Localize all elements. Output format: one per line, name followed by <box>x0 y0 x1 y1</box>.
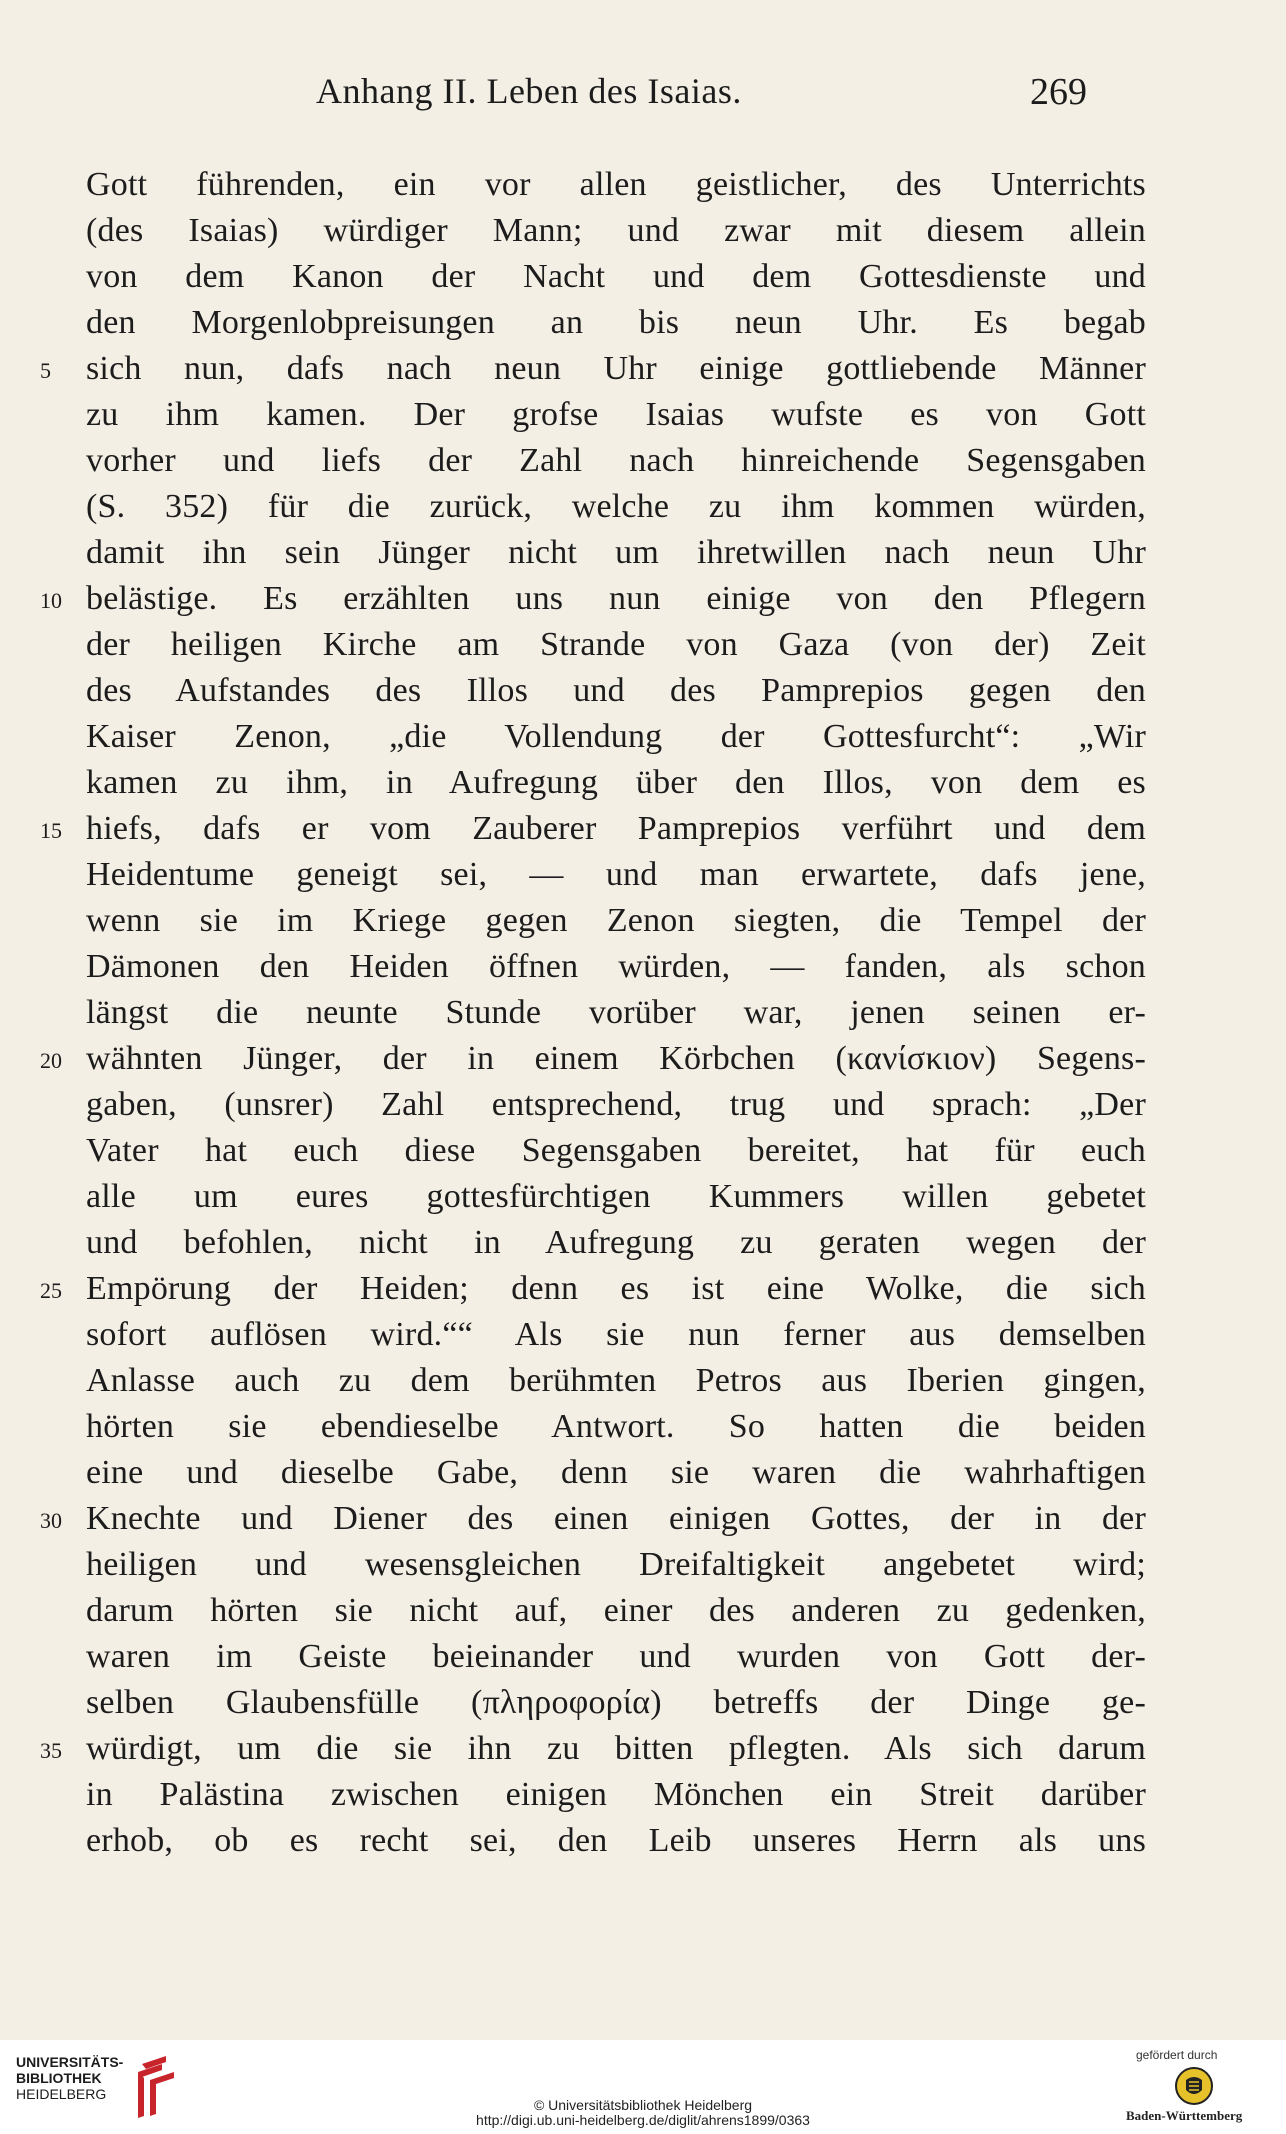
text-line <box>40 1266 1146 1312</box>
text-line <box>40 1036 1146 1082</box>
line-text: sofort auflösen wird.““ Als sie nun ferner aus demselben <box>86 1316 1146 1353</box>
copyright-text: © Universitätsbibliothek Heidelberg <box>533 2097 753 2113</box>
coat-of-arms-icon <box>1174 2066 1214 2106</box>
line-number: 5 <box>40 358 51 383</box>
line-text: Empörung der Heiden; denn es ist eine Wolke, die sich <box>86 1270 1146 1307</box>
line-number: 10 <box>40 588 62 613</box>
text-line <box>40 944 1146 990</box>
line-text: eine und dieselbe Gabe, denn sie waren die wahrhaftigen <box>86 1454 1146 1491</box>
line-text: Anlasse auch zu dem berühmten Petros aus Iberien gingen, <box>86 1362 1146 1399</box>
text-line <box>40 484 1146 530</box>
line-text: Kaiser Zenon, „die Vollendung der Gottesfurcht“: „Wir <box>86 718 1146 755</box>
text-line <box>40 1128 1146 1174</box>
text-line <box>40 208 1146 254</box>
copyright-notice <box>0 2098 1286 2128</box>
sponsor-name: Baden-Württemberg <box>1126 2108 1243 2123</box>
page-header <box>0 70 1286 120</box>
line-text: (des Isaias) würdiger Mann; und zwar mit diesem allein <box>86 212 1146 249</box>
line-text: Gott führenden, ein vor allen geistlicher, des Unterrichts <box>86 166 1146 203</box>
line-text: hiefs, dafs er vom Zauberer Pamprepios verführt und dem <box>86 810 1146 847</box>
text-line <box>40 1634 1146 1680</box>
line-text: sich nun, dafs nach neun Uhr einige gottliebende Männer <box>86 350 1146 387</box>
line-text: und befohlen, nicht in Aufregung zu geraten wegen der <box>86 1224 1146 1261</box>
text-line <box>40 1174 1146 1220</box>
text-line <box>40 1220 1146 1266</box>
line-text: der heiligen Kirche am Strande von Gaza (von der) Zeit <box>86 626 1146 663</box>
line-number: 30 <box>40 1508 62 1533</box>
line-text: selben Glaubensfülle (πληροφορία) betreffs der Dinge ge- <box>86 1684 1146 1721</box>
line-text: wähnten Jünger, der in einem Körbchen (κανίσκιον) Segens- <box>86 1040 1146 1077</box>
line-text: des Aufstandes des Illos und des Pamprepios gegen den <box>86 672 1146 709</box>
line-text: belästige. Es erzählten uns nun einige von den Pflegern <box>86 580 1146 617</box>
library-name-line-1: UNIVERSITÄTS- <box>16 2054 124 2070</box>
line-text: in Palästina zwischen einigen Mönchen ein Streit darüber <box>86 1776 1146 1813</box>
library-name-line-3: HEIDELBERG <box>16 2086 107 2102</box>
line-text: zu ihm kamen. Der grofse Isaias wufste es von Gott <box>86 396 1146 433</box>
text-line <box>40 438 1146 484</box>
text-line <box>40 1358 1146 1404</box>
line-text: heiligen und wesensgleichen Dreifaltigkeit angebetet wird; <box>86 1546 1146 1583</box>
text-line <box>40 714 1146 760</box>
body-text <box>40 162 1146 1864</box>
library-name <box>16 2054 123 2102</box>
running-title: Anhang II. Leben des Isaias. <box>316 71 742 111</box>
text-line <box>40 300 1146 346</box>
line-text: Heidentume geneigt sei, — und man erwartete, dafs jene, <box>86 856 1146 893</box>
line-text: Dämonen den Heiden öffnen würden, — fanden, als schon <box>86 948 1146 985</box>
line-number: 15 <box>40 818 62 843</box>
line-text: vorher und liefs der Zahl nach hinreichende Segensgaben <box>86 442 1146 479</box>
line-text: (S. 352) für die zurück, welche zu ihm kommen würden, <box>86 488 1146 525</box>
line-text: erhob, ob es recht sei, den Leib unseres Herrn als uns <box>86 1822 1146 1859</box>
line-text: längst die neunte Stunde vorüber war, jenen seinen er- <box>86 994 1146 1031</box>
line-text: Vater hat euch diese Segensgaben bereitet, hat für euch <box>86 1132 1146 1169</box>
line-text: waren im Geiste beieinander und wurden von Gott der- <box>86 1638 1146 1675</box>
digitization-footer <box>0 2040 1286 2134</box>
line-text: würdigt, um die sie ihn zu bitten pflegten. Als sich darum <box>86 1730 1146 1767</box>
text-line <box>40 530 1146 576</box>
text-line <box>40 1680 1146 1726</box>
sponsor-label: gefördert durch <box>1136 2048 1218 2062</box>
text-line <box>40 346 1146 392</box>
text-line <box>40 1312 1146 1358</box>
line-number: 35 <box>40 1738 62 1763</box>
text-line <box>40 1542 1146 1588</box>
library-name-line-2: BIBLIOTHEK <box>16 2070 102 2086</box>
line-text: hörten sie ebendieselbe Antwort. So hatten die beiden <box>86 1408 1146 1445</box>
text-line <box>40 1818 1146 1864</box>
text-line <box>40 990 1146 1036</box>
line-text: kamen zu ihm, in Aufregung über den Illos, von dem es <box>86 764 1146 801</box>
text-line <box>40 622 1146 668</box>
line-text: von dem Kanon der Nacht und dem Gottesdienste und <box>86 258 1146 295</box>
text-line <box>40 668 1146 714</box>
line-number: 20 <box>40 1048 62 1073</box>
line-text: Knechte und Diener des einen einigen Gottes, der in der <box>86 1500 1146 1537</box>
text-line <box>40 1496 1146 1542</box>
text-line <box>40 254 1146 300</box>
text-line <box>40 806 1146 852</box>
line-text: den Morgenlobpreisungen an bis neun Uhr. Es begab <box>86 304 1146 341</box>
line-text: wenn sie im Kriege gegen Zenon siegten, die Tempel der <box>86 902 1146 939</box>
text-line <box>40 852 1146 898</box>
text-line <box>40 1726 1146 1772</box>
text-line <box>40 1772 1146 1818</box>
text-line <box>40 1450 1146 1496</box>
sponsor-badge[interactable] <box>1126 2048 1266 2128</box>
text-line <box>40 898 1146 944</box>
line-text: alle um eures gottesfürchtigen Kummers willen gebetet <box>86 1178 1146 1215</box>
text-line <box>40 392 1146 438</box>
text-line <box>40 1588 1146 1634</box>
line-text: darum hörten sie nicht auf, einer des anderen zu gedenken, <box>86 1592 1146 1629</box>
text-line <box>40 162 1146 208</box>
text-line <box>40 1082 1146 1128</box>
text-line <box>40 760 1146 806</box>
text-line <box>40 576 1146 622</box>
line-text: gaben, (unsrer) Zahl entsprechend, trug und sprach: „Der <box>86 1086 1146 1123</box>
text-line <box>40 1404 1146 1450</box>
permalink[interactable]: http://digi.ub.uni-heidelberg.de/diglit/ahrens1899/0363 <box>476 2112 810 2128</box>
page-number: 269 <box>1030 71 1087 113</box>
line-text: damit ihn sein Jünger nicht um ihretwillen nach neun Uhr <box>86 534 1146 571</box>
line-number: 25 <box>40 1278 62 1303</box>
